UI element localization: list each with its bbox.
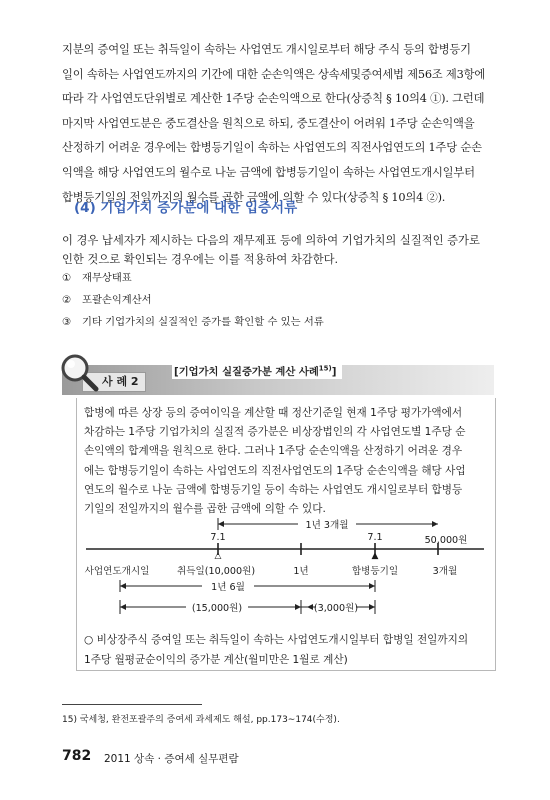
list-text: 기타 기업가치의 실질적인 증가를 확인할 수 있는 서류 [82, 316, 324, 328]
page-number: 782 [62, 748, 92, 764]
timeline-label-three-months: 3개월 [432, 566, 458, 577]
arrow-left [218, 521, 224, 527]
arrow-left [120, 604, 126, 610]
intro-line: 따라 각 사업연도단위별로 계산한 1주당 순손익액으로 한다(상증칙 § 10의4 ①). 그런데 [62, 92, 485, 106]
arrow-right [369, 583, 375, 589]
case-line: 에는 합병등기일이 속하는 사업연도의 직전사업연도의 1주당 순손익액을 해당 사업 [84, 464, 466, 477]
timeline-label-one-year: 1년 [293, 566, 309, 577]
arrow-left [307, 604, 313, 610]
footnote: 15) 국세청, 완전포괄주의 증여세 과세제도 해설, pp.173∼174(수정). [62, 715, 340, 725]
list-number: ③ [62, 316, 72, 328]
amount-right-label: 50,000원 [424, 535, 468, 546]
footnote-rule [62, 704, 202, 705]
intro-line: 산정하기 어려운 경우에는 합병등기일이 속하는 사업연도의 직전사업연도의 1주당 순손 [62, 141, 482, 155]
arrow-left [120, 583, 126, 589]
empty-triangle-icon: △ [214, 551, 222, 561]
arrow-right [369, 604, 375, 610]
case-title-footnote-ref: 15) [318, 364, 332, 373]
timeline-label-start: 사업연도개시일 [84, 566, 150, 577]
intro-line: 합병등기일의 전일까지의 월수를 곱한 금액에 의할 수 있다(상증칙 § 10의4 ②). [62, 190, 446, 204]
case-label: 사 례 2 [102, 375, 139, 388]
date-mid-label: 7.1 [367, 532, 383, 543]
case-line: 기일의 전일까지의 월수를 곱한 금액에 의할 수 있다. [84, 503, 326, 516]
case-note [84, 630, 486, 670]
arrow-right [432, 521, 438, 527]
note-line: ○ 비상장주식 증여일 또는 취득일이 속하는 사업연도개시일부터 합병일 전일까지의 [84, 634, 469, 646]
running-title: 2011 상속 · 증여세 실무편람 [104, 753, 239, 765]
intro-line: 지분의 증여일 또는 취득일이 속하는 사업연도 개시일로부터 해당 주식 등의 합병등기 [62, 43, 471, 56]
list-number: ② [62, 294, 72, 306]
intro-line: 마지막 사업연도분은 중도결산을 원칙으로 하되, 중도결산이 어려워 1주당 순손익액을 [62, 116, 475, 130]
case-title-end: ] [331, 366, 337, 378]
section-heading: (4) 기업가치 증가분에 대한 입증서류 [74, 200, 298, 216]
section-line: 인한 것으로 확인되는 경우에는 이를 적용하여 차감한다. [62, 253, 339, 266]
list-text: 포괄손익계산서 [82, 294, 152, 306]
intro-line: 일이 속하는 사업연도까지의 기간에 대한 순손익액은 상속세및증여세법 제56조 제3항에 [62, 67, 486, 81]
case-line: 합병에 따른 상장 등의 증여이익을 계산할 때 정산기준일 현재 1주당 평가가액에서 [84, 407, 463, 419]
timeline-label-merger: 합병등기일 [351, 566, 399, 577]
list-text: 재무상태표 [82, 272, 132, 284]
amount-b-label: (3,000원) [313, 603, 359, 614]
filled-triangle-icon: ▲ [371, 551, 379, 561]
amount-a-label: (15,000원) [191, 603, 243, 614]
timeline-label-acquisition: 취득일(10,000원) [176, 566, 256, 577]
section-line: 이 경우 납세자가 제시하는 다음의 재무제표 등에 의하여 기업가치의 실질적인 증가로 [62, 234, 480, 247]
arrow-right [295, 604, 301, 610]
span-top-label: 1년 3개월 [305, 520, 349, 531]
case-line: 차감하는 1주당 기업가치의 실질적 증가분은 비상장법인의 각 사업연도별 1주당 순 [84, 426, 466, 439]
date-left-label: 7.1 [210, 532, 226, 543]
span-mid-label: 1년 6월 [211, 582, 245, 593]
case-title-text: [기업가치 실질증가분 계산 사례 [174, 366, 319, 378]
case-line: 연도의 월수로 나눈 금액에 합병등기일 등이 속하는 사업연도 개시일로부터 합병등 [84, 483, 463, 496]
case-line: 손익액의 합계액을 원칙으로 한다. 그러나 1주당 순손익액을 산정하기 어려운 경우 [84, 445, 463, 458]
intro-line: 익액을 해당 사업연도의 월수로 나눈 금액에 합병등기일이 속하는 사업연도개시일부터 [62, 165, 475, 179]
note-line: 1주당 월평균순이익의 증가분 계산(월미만은 1월로 계산) [84, 654, 348, 666]
list-number: ① [62, 272, 72, 284]
